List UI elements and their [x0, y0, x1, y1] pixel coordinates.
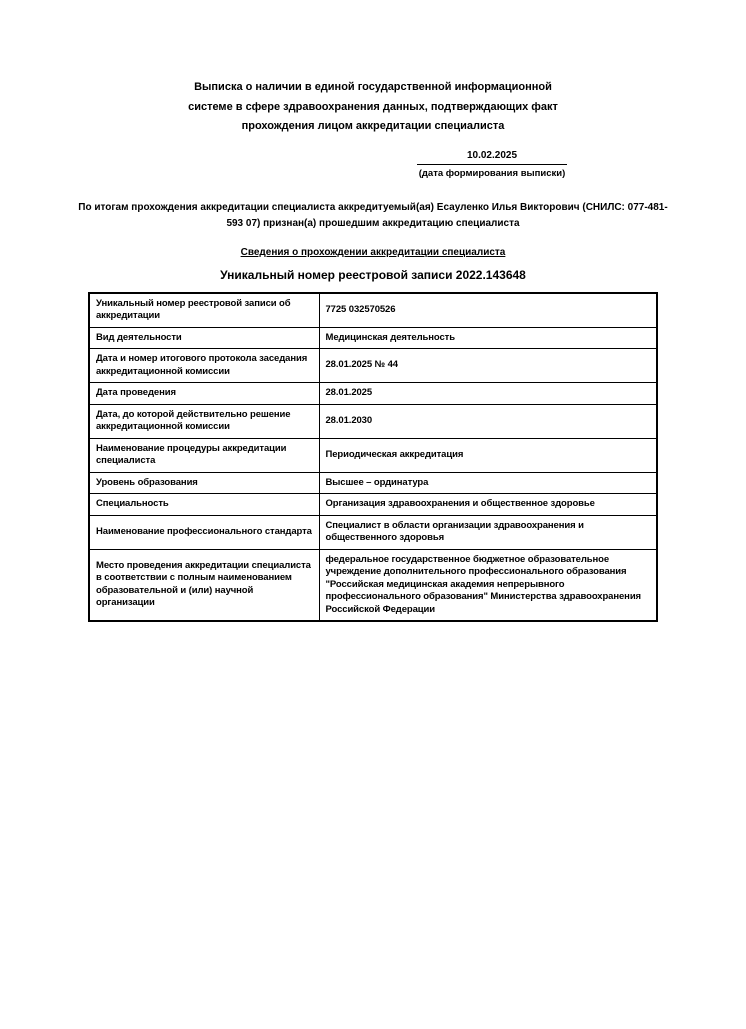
row-label: Наименование профессионального стандарта	[89, 515, 319, 549]
title-line: системе в сфере здравоохранения данных, подтверждающих факт	[188, 100, 558, 113]
generation-date-caption: (дата формирования выписки)	[418, 167, 566, 179]
row-value: 28.01.2030	[319, 404, 657, 438]
row-label: Специальность	[89, 494, 319, 516]
generation-date: 10.02.2025	[417, 150, 567, 165]
table-row	[89, 549, 657, 621]
row-label: Уникальный номер реестровой записи об аккредитации	[89, 293, 319, 328]
row-label: Дата и номер итогового протокола заседания аккредитационной комиссии	[89, 349, 319, 383]
row-value: 28.01.2025 № 44	[319, 349, 657, 383]
accreditation-table	[88, 292, 658, 623]
table-row	[89, 472, 657, 494]
row-value: Высшее – ординатура	[319, 472, 657, 494]
row-label: Место проведения аккредитации специалиста в соответствии с полным наименованием образовательной и (или) научной организации	[89, 549, 319, 621]
row-value: федеральное государственное бюджетное образовательное учреждение дополнительного профессионального образования "Российская медицинская академия непрерывного профессионального образования" Министерства здравоохранения Российской Федерации	[319, 549, 657, 621]
row-value: Специалист в области организации здравоохранения и общественного здоровья	[319, 515, 657, 549]
generation-date-block	[417, 150, 567, 179]
intro-line: По итогам прохождения аккредитации специалиста аккредитуемый(ая) Есауленко Илья Викторович (СНИЛС: 077-481-	[78, 201, 668, 213]
registry-number-heading: Уникальный номер реестровой записи 2022.143648	[220, 267, 526, 282]
table-row	[89, 515, 657, 549]
table-row	[89, 404, 657, 438]
table-row	[89, 383, 657, 405]
table-row	[89, 438, 657, 472]
row-value: 7725 032570526	[319, 293, 657, 328]
section-heading: Сведения о прохождении аккредитации специалиста	[240, 246, 506, 258]
row-value: 28.01.2025	[319, 383, 657, 405]
row-label: Дата проведения	[89, 383, 319, 405]
row-value: Организация здравоохранения и общественное здоровье	[319, 494, 657, 516]
table-row	[89, 327, 657, 349]
row-value: Медицинская деятельность	[319, 327, 657, 349]
table-row	[89, 293, 657, 328]
row-label: Вид деятельности	[89, 327, 319, 349]
row-value: Периодическая аккредитация	[319, 438, 657, 472]
document-title	[0, 0, 746, 137]
title-line: прохождения лицом аккредитации специалиста	[241, 120, 505, 132]
row-label: Дата, до которой действительно решение аккредитационной комиссии	[89, 404, 319, 438]
intro-paragraph	[0, 200, 746, 232]
table-row	[89, 349, 657, 383]
table-row	[89, 494, 657, 516]
row-label: Наименование процедуры аккредитации специалиста	[89, 438, 319, 472]
intro-line: 593 07) признан(а) прошедшим аккредитацию специалиста	[226, 217, 520, 229]
title-line: Выписка о наличии в единой государственной информационной	[194, 81, 552, 93]
row-label: Уровень образования	[89, 472, 319, 494]
